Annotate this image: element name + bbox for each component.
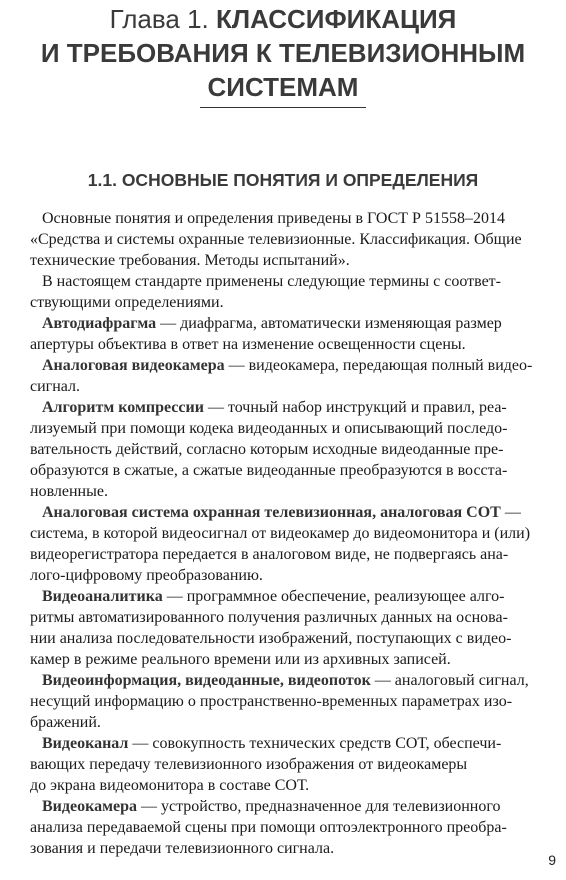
line-text: бражений.	[30, 714, 101, 731]
text-line	[30, 439, 535, 460]
term: Аналоговая видеокамера	[42, 357, 225, 374]
line-text: — видеокамера, передающая полный видео-	[224, 357, 533, 374]
text-line	[30, 418, 535, 439]
line-text: вающих передачу телевизионного изображения от видеокамеры	[30, 756, 468, 773]
text-line	[30, 229, 535, 250]
line-text: — устройство, предназначенное для телевизионного	[136, 798, 501, 815]
line-text: несущий информацию о пространственно-временных параметрах изо-	[30, 693, 513, 710]
line-text: технические требования. Методы испытаний».	[30, 252, 350, 269]
text-line	[30, 796, 535, 817]
line-text: — точный набор инструкций и правил, реа-	[203, 399, 507, 416]
line-text: ствующими определениями.	[30, 294, 224, 311]
line-text: система, в которой видеосигнал от видеокамер до видеомонитора и (или)	[30, 525, 531, 542]
chapter-title-text-1: КЛАССИФИКАЦИЯ	[216, 4, 457, 34]
text-line	[30, 250, 535, 271]
text-line	[30, 208, 535, 229]
text-line	[30, 355, 535, 376]
text-line	[30, 292, 535, 313]
paragraph	[30, 796, 535, 859]
term: Видеокамера	[42, 798, 137, 815]
line-text: камер в режиме реального времени или из архивных записей.	[30, 651, 451, 668]
text-line	[30, 376, 535, 397]
text-line	[30, 334, 535, 355]
line-text: — программное обеспечение, реализующее алго-	[162, 588, 505, 605]
line-text: зования и передачи телевизионного сигнала.	[30, 840, 335, 857]
line-text: вательность действий, согласно которым исходные видеоданные пре-	[30, 441, 504, 458]
line-text: нии анализа последовательности изображений, поступающих с видео-	[30, 630, 512, 647]
term: Алгоритм компрессии	[42, 399, 204, 416]
line-text: до экрана видеомонитора в составе СОТ.	[30, 777, 310, 794]
line-text: новленные.	[30, 483, 108, 500]
chapter-title-line-2: И ТРЕБОВАНИЯ К ТЕЛЕВИЗИОННЫМ	[40, 38, 526, 68]
text-line	[30, 691, 535, 712]
text-line	[30, 397, 535, 418]
text-line	[30, 523, 535, 544]
term: Автодиафрагма	[42, 315, 157, 332]
text-line	[30, 670, 535, 691]
paragraph	[30, 733, 535, 796]
text-line	[30, 502, 535, 523]
text-line	[30, 313, 535, 334]
text-line	[30, 586, 535, 607]
paragraph	[30, 313, 535, 355]
chapter-label: Глава 1.	[109, 4, 209, 34]
chapter-title-line-1	[0, 2, 566, 36]
line-text: — диафрагма, автоматически изменяющая размер	[156, 315, 502, 332]
paragraph	[30, 271, 535, 313]
chapter-title-line-3: СИСТЕМАМ	[207, 72, 359, 102]
line-text: «Средства и системы охранные телевизионные. Классификация. Общие	[30, 231, 522, 248]
paragraph	[30, 397, 535, 502]
line-text: апертуры объектива в ответ на изменение освещенности сцены.	[30, 336, 466, 353]
chapter-title	[0, 2, 566, 104]
paragraph	[30, 670, 535, 733]
line-text: анализа передаваемой сцены при помощи оптоэлектронного преобра-	[30, 819, 507, 836]
line-text: В настоящем стандарте применены следующие термины с соответ-	[42, 273, 501, 290]
text-line	[30, 838, 535, 859]
text-line	[30, 754, 535, 775]
title-underline	[200, 107, 366, 108]
text-line	[30, 607, 535, 628]
text-line	[30, 460, 535, 481]
text-line	[30, 733, 535, 754]
line-text: лизуемый при помощи кодека видеоданных и описывающий последо-	[30, 420, 508, 437]
text-line	[30, 817, 535, 838]
term: Видеоканал	[42, 735, 129, 752]
line-text: Основные понятия и определения приведены в ГОСТ Р 51558–2014	[42, 210, 505, 227]
line-text: образуются в сжатые, а сжатые видеоданные преобразуются в восста-	[30, 462, 508, 479]
text-line	[30, 481, 535, 502]
text-line	[30, 271, 535, 292]
paragraph	[30, 355, 535, 397]
line-text: — совокупность технических средств СОТ, обеспечи-	[128, 735, 502, 752]
line-text: лого-цифровому преобразованию.	[30, 567, 263, 584]
text-line	[30, 628, 535, 649]
paragraph	[30, 586, 535, 670]
term: Видеоаналитика	[42, 588, 163, 605]
text-line	[30, 649, 535, 670]
section-title: 1.1. ОСНОВНЫЕ ПОНЯТИЯ И ОПРЕДЕЛЕНИЯ	[87, 170, 479, 190]
line-text: сигнал.	[30, 378, 81, 395]
line-text: ритмы автоматизированного получения различных данных на основа-	[30, 609, 508, 626]
text-line	[30, 712, 535, 733]
paragraph	[30, 502, 535, 586]
line-text: видеорегистратора передается в аналоговом виде, не подвергаясь ана-	[30, 546, 509, 563]
body-text	[30, 208, 535, 859]
text-line	[30, 775, 535, 796]
text-line	[30, 544, 535, 565]
term: Аналоговая система охранная телевизионная, аналоговая СОТ	[42, 504, 501, 521]
page-number: 9	[548, 852, 556, 868]
line-text: — аналоговый сигнал,	[370, 672, 529, 689]
term: Видеоинформация, видеоданные, видеопоток	[42, 672, 371, 689]
text-line	[30, 565, 535, 586]
paragraph	[30, 208, 535, 271]
line-text: —	[500, 504, 521, 521]
